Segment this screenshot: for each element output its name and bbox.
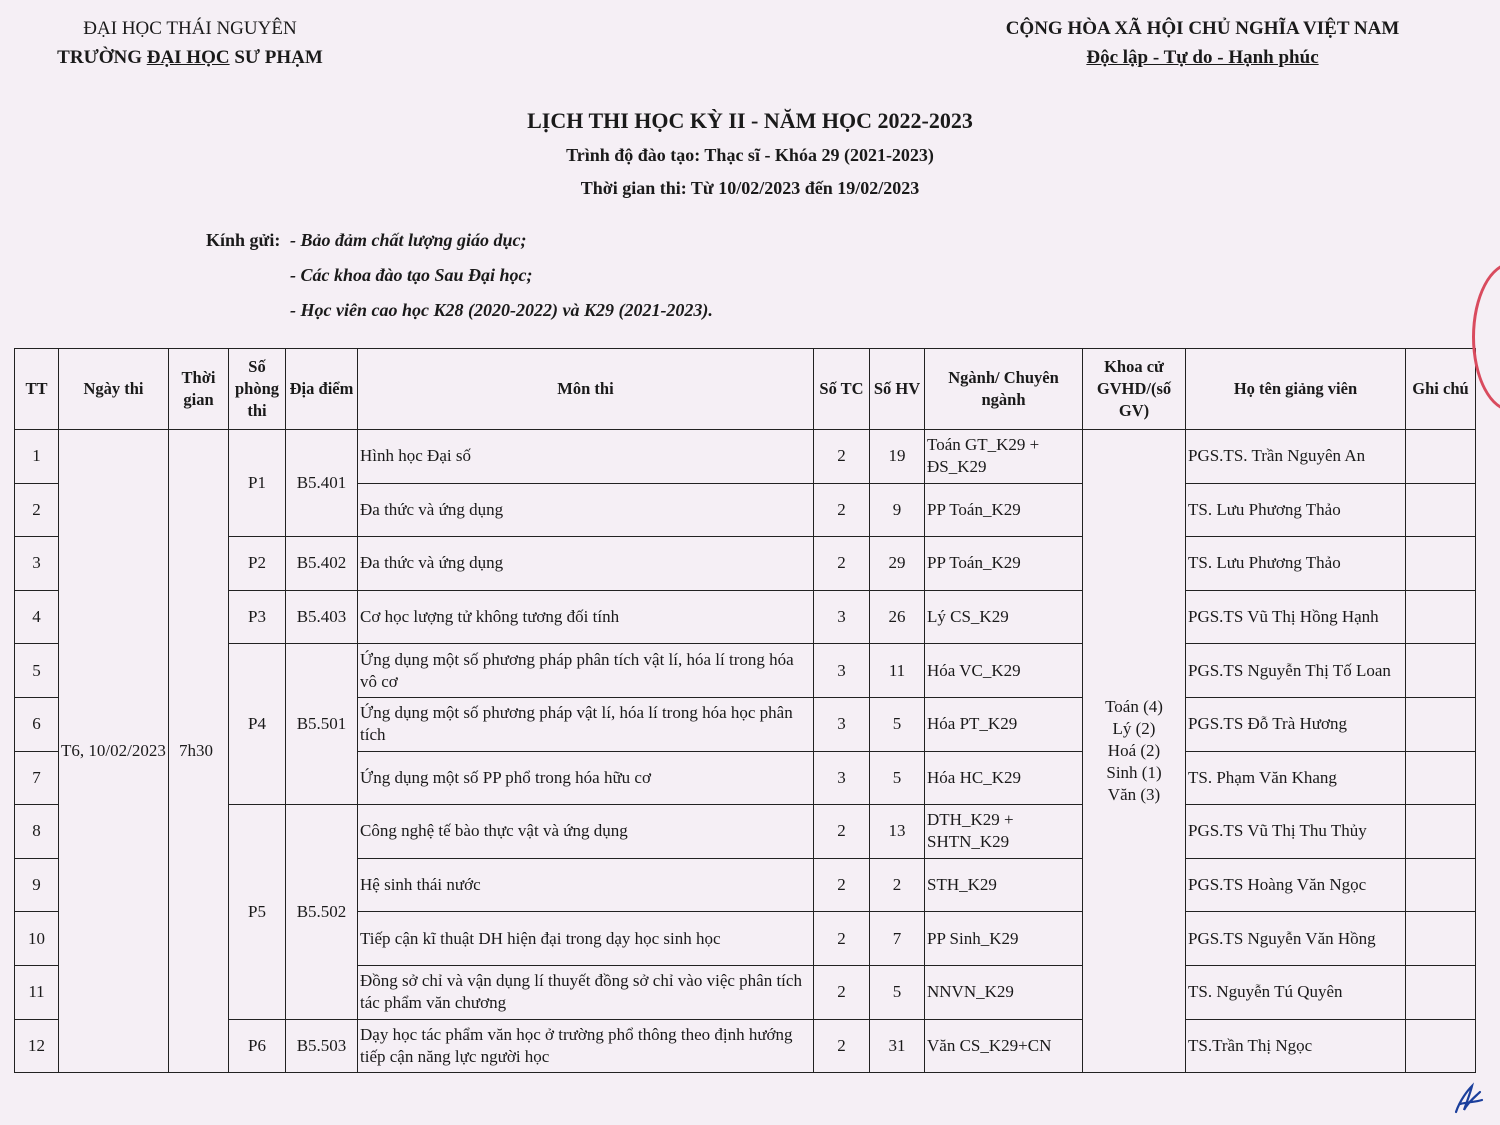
cell-lecturer: PGS.TS Hoàng Văn Ngọc bbox=[1186, 858, 1406, 912]
cell-location: B5.402 bbox=[286, 537, 358, 591]
cell-note bbox=[1406, 430, 1476, 484]
cell-students: 26 bbox=[870, 590, 925, 644]
cell-students: 5 bbox=[870, 751, 925, 805]
cell-students: 31 bbox=[870, 1019, 925, 1073]
faculty-entry: Toán (4) bbox=[1105, 697, 1163, 717]
cell-credits: 2 bbox=[814, 965, 870, 1019]
cell-credits: 2 bbox=[814, 430, 870, 484]
recipient-item: - Bảo đảm chất lượng giáo dục; bbox=[290, 230, 527, 250]
cell-note bbox=[1406, 858, 1476, 912]
cell-location: B5.501 bbox=[286, 644, 358, 805]
recipient-item: - Học viên cao học K28 (2020-2022) và K29 (2021-2023). bbox=[290, 300, 713, 320]
cell-subject: Đa thức và ứng dụng bbox=[358, 483, 814, 537]
school-name: TRƯỜNG ĐẠI HỌC SƯ PHẠM bbox=[57, 47, 323, 68]
cell-subject: Ứng dụng một số PP phổ trong hóa hữu cơ bbox=[358, 751, 814, 805]
cell-faculty-list bbox=[1083, 430, 1186, 1073]
exam-period: Thời gian thi: Từ 10/02/2023 đến 19/02/2023 bbox=[580, 178, 920, 198]
cell-students: 29 bbox=[870, 537, 925, 591]
cell-students: 9 bbox=[870, 483, 925, 537]
cell-note bbox=[1406, 965, 1476, 1019]
cell-tt: 8 bbox=[15, 805, 59, 859]
table-row bbox=[15, 805, 1476, 859]
cell-lecturer: TS. Phạm Văn Khang bbox=[1186, 751, 1406, 805]
cell-note bbox=[1406, 912, 1476, 966]
faculty-entry: Sinh (1) bbox=[1106, 763, 1162, 783]
table-row bbox=[15, 1019, 1476, 1073]
cell-students: 19 bbox=[870, 430, 925, 484]
cell-credits: 3 bbox=[814, 590, 870, 644]
table-row bbox=[15, 537, 1476, 591]
cell-note bbox=[1406, 644, 1476, 698]
col-header-major: Ngành/ Chuyên ngành bbox=[925, 349, 1083, 430]
training-level: Trình độ đào tạo: Thạc sĩ - Khóa 29 (2021-2023) bbox=[566, 145, 934, 165]
cell-students: 13 bbox=[870, 805, 925, 859]
faculty-entry: Lý (2) bbox=[1112, 719, 1156, 739]
cell-tt: 2 bbox=[15, 483, 59, 537]
cell-credits: 2 bbox=[814, 537, 870, 591]
cell-note bbox=[1406, 1019, 1476, 1073]
country-name: CỘNG HÒA XÃ HỘI CHỦ NGHĨA VIỆT NAM bbox=[1005, 18, 1400, 39]
cell-subject: Cơ học lượng tử không tương đối tính bbox=[358, 590, 814, 644]
recipients-label: Kính gửi: bbox=[206, 230, 281, 250]
cell-note bbox=[1406, 805, 1476, 859]
cell-major: DTH_K29 + SHTN_K29 bbox=[925, 805, 1083, 859]
cell-lecturer: PGS.TS Vũ Thị Thu Thủy bbox=[1186, 805, 1406, 859]
cell-exam-time: 7h30 bbox=[169, 430, 229, 1073]
cell-credits: 3 bbox=[814, 697, 870, 751]
cell-room: P6 bbox=[229, 1019, 286, 1073]
cell-students: 11 bbox=[870, 644, 925, 698]
col-header-date: Ngày thi bbox=[59, 349, 169, 430]
cell-students: 5 bbox=[870, 965, 925, 1019]
cell-major: Hóa PT_K29 bbox=[925, 697, 1083, 751]
cell-major: Lý CS_K29 bbox=[925, 590, 1083, 644]
cell-tt: 9 bbox=[15, 858, 59, 912]
col-header-subject: Môn thi bbox=[358, 349, 814, 430]
issuer-block bbox=[40, 14, 340, 72]
cell-note bbox=[1406, 590, 1476, 644]
col-header-faculty: Khoa cử GVHD/(số GV) bbox=[1083, 349, 1186, 430]
cell-major: PP Sinh_K29 bbox=[925, 912, 1083, 966]
cell-room: P2 bbox=[229, 537, 286, 591]
cell-subject: Đa thức và ứng dụng bbox=[358, 537, 814, 591]
cell-exam-date: T6, 10/02/2023 bbox=[59, 430, 169, 1073]
recipient-item: - Các khoa đào tạo Sau Đại học; bbox=[290, 265, 533, 285]
cell-students: 5 bbox=[870, 697, 925, 751]
cell-tt: 11 bbox=[15, 965, 59, 1019]
cell-lecturer: PGS.TS Nguyễn Văn Hồng bbox=[1186, 912, 1406, 966]
col-header-note: Ghi chú bbox=[1406, 349, 1476, 430]
cell-tt: 1 bbox=[15, 430, 59, 484]
cell-lecturer: TS. Lưu Phương Thảo bbox=[1186, 537, 1406, 591]
col-header-tt: TT bbox=[15, 349, 59, 430]
cell-location: B5.503 bbox=[286, 1019, 358, 1073]
cell-room: P4 bbox=[229, 644, 286, 805]
cell-credits: 2 bbox=[814, 805, 870, 859]
col-header-time: Thời gian bbox=[169, 349, 229, 430]
cell-subject: Dạy học tác phẩm văn học ở trường phổ thông theo định hướng tiếp cận năng lực người học bbox=[358, 1019, 814, 1073]
col-header-credits: Số TC bbox=[814, 349, 870, 430]
col-header-location: Địa điểm bbox=[286, 349, 358, 430]
cell-tt: 6 bbox=[15, 697, 59, 751]
cell-room: P5 bbox=[229, 805, 286, 1019]
cell-major: PP Toán_K29 bbox=[925, 537, 1083, 591]
table-row bbox=[15, 430, 1476, 484]
cell-credits: 2 bbox=[814, 1019, 870, 1073]
table-row bbox=[15, 644, 1476, 698]
document-title: LỊCH THI HỌC KỲ II - NĂM HỌC 2022-2023 bbox=[527, 108, 973, 133]
cell-credits: 3 bbox=[814, 644, 870, 698]
table-row bbox=[15, 590, 1476, 644]
cell-room: P1 bbox=[229, 430, 286, 537]
cell-location: B5.403 bbox=[286, 590, 358, 644]
cell-room: P3 bbox=[229, 590, 286, 644]
cell-credits: 2 bbox=[814, 912, 870, 966]
cell-lecturer: TS.Trần Thị Ngọc bbox=[1186, 1019, 1406, 1073]
cell-major: Toán GT_K29 + ĐS_K29 bbox=[925, 430, 1083, 484]
cell-subject: Hệ sinh thái nước bbox=[358, 858, 814, 912]
cell-major: Văn CS_K29+CN bbox=[925, 1019, 1083, 1073]
motto: Độc lập - Tự do - Hạnh phúc bbox=[1086, 47, 1319, 68]
faculty-entry: Hoá (2) bbox=[1107, 741, 1161, 761]
cell-location: B5.502 bbox=[286, 805, 358, 1019]
cell-major: Hóa VC_K29 bbox=[925, 644, 1083, 698]
cell-lecturer: PGS.TS. Trần Nguyên An bbox=[1186, 430, 1406, 484]
cell-location: B5.401 bbox=[286, 430, 358, 537]
cell-major: PP Toán_K29 bbox=[925, 483, 1083, 537]
cell-tt: 5 bbox=[15, 644, 59, 698]
cell-lecturer: PGS.TS Nguyễn Thị Tố Loan bbox=[1186, 644, 1406, 698]
cell-tt: 12 bbox=[15, 1019, 59, 1073]
official-seal-icon bbox=[1472, 262, 1500, 412]
cell-lecturer: TS. Nguyễn Tú Quyên bbox=[1186, 965, 1406, 1019]
cell-lecturer: PGS.TS Đỗ Trà Hương bbox=[1186, 697, 1406, 751]
cell-subject: Hình học Đại số bbox=[358, 430, 814, 484]
cell-note bbox=[1406, 697, 1476, 751]
cell-note bbox=[1406, 483, 1476, 537]
exam-schedule-table bbox=[14, 348, 1476, 1073]
cell-subject: Ứng dụng một số phương pháp phân tích vật lí, hóa lí trong hóa vô cơ bbox=[358, 644, 814, 698]
cell-subject: Đồng sở chỉ và vận dụng lí thuyết đồng sở chỉ vào việc phân tích tác phẩm văn chương bbox=[358, 965, 814, 1019]
cell-note bbox=[1406, 751, 1476, 805]
cell-major: Hóa HC_K29 bbox=[925, 751, 1083, 805]
cell-tt: 4 bbox=[15, 590, 59, 644]
cell-major: STH_K29 bbox=[925, 858, 1083, 912]
faculty-entry: Văn (3) bbox=[1107, 785, 1161, 805]
cell-subject: Ứng dụng một số phương pháp vật lí, hóa lí trong hóa học phân tích bbox=[358, 697, 814, 751]
cell-subject: Công nghệ tế bào thực vật và ứng dụng bbox=[358, 805, 814, 859]
col-header-lecturer: Họ tên giảng viên bbox=[1186, 349, 1406, 430]
cell-tt: 3 bbox=[15, 537, 59, 591]
cell-note bbox=[1406, 537, 1476, 591]
national-motto-block bbox=[1000, 14, 1405, 72]
university-name: ĐẠI HỌC THÁI NGUYÊN bbox=[83, 18, 297, 39]
cell-credits: 2 bbox=[814, 858, 870, 912]
cell-major: NNVN_K29 bbox=[925, 965, 1083, 1019]
cell-tt: 7 bbox=[15, 751, 59, 805]
cell-credits: 2 bbox=[814, 483, 870, 537]
cell-students: 2 bbox=[870, 858, 925, 912]
signature-initials-icon bbox=[1450, 1082, 1486, 1116]
col-header-students: Số HV bbox=[870, 349, 925, 430]
cell-lecturer: TS. Lưu Phương Thảo bbox=[1186, 483, 1406, 537]
cell-credits: 3 bbox=[814, 751, 870, 805]
cell-subject: Tiếp cận kĩ thuật DH hiện đại trong dạy học sinh học bbox=[358, 912, 814, 966]
cell-students: 7 bbox=[870, 912, 925, 966]
table-header-row bbox=[15, 349, 1476, 430]
cell-tt: 10 bbox=[15, 912, 59, 966]
col-header-room: Số phòng thi bbox=[229, 349, 286, 430]
cell-lecturer: PGS.TS Vũ Thị Hồng Hạnh bbox=[1186, 590, 1406, 644]
